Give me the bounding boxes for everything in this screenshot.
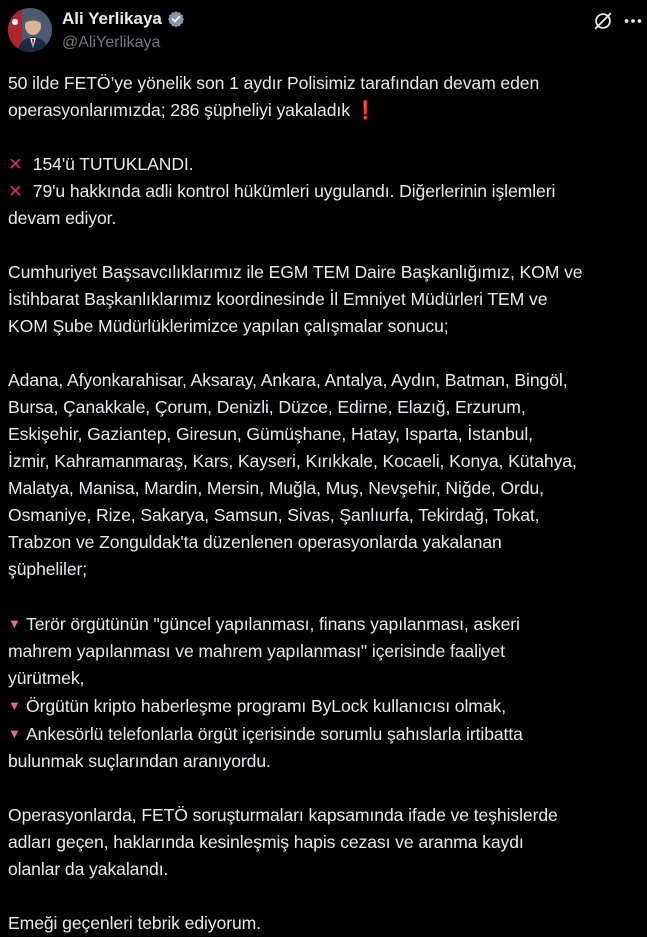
cities-line-6: Osmaniye, Rize, Sakarya, Samsun, Sivas, Şanlıurfa, Tekirdağ, Tokat, <box>8 505 540 525</box>
cross-mark-icon: ✕ <box>8 154 23 174</box>
judicial-line-2: devam ediyor. <box>8 208 117 228</box>
ops-line-2: adları geçen, haklarında kesinleşmiş hapis cezası ve aranma kaydı <box>8 832 524 852</box>
grok-icon[interactable] <box>592 10 614 32</box>
intro-line-2-text: operasyonlarımızda; 286 şüpheliyi yakaladık <box>8 100 350 120</box>
intro-line-1: 50 ilde FETÖ’ye yönelik son 1 aydır Polisimiz tarafından devam eden <box>8 73 540 93</box>
bullet-2-line-1 <box>8 692 644 720</box>
cities-line-5: Malatya, Manisa, Mardin, Mersin, Muğla, Muş, Nevşehir, Niğde, Ordu, <box>8 478 544 498</box>
judicial-line-1 <box>8 178 644 205</box>
bullet-1-line-3: yürütmek, <box>8 668 85 688</box>
closing-line: Emeği geçenleri tebrik ediyorum. <box>8 913 262 933</box>
cities-line-7: Trabzon ve Zonguldak'ta düzenlenen operasyonlarda yakalanan <box>8 532 502 552</box>
bullet-1-text-1: Terör örgütünün "güncel yapılanması, finans yapılanması, askeri <box>26 614 520 634</box>
judicial-text-1: 79'u hakkında adli kontrol hükümleri uygulandı. Diğerlerinin işlemleri <box>32 181 556 201</box>
author-handle[interactable]: @AliYerlikaya <box>62 34 161 51</box>
red-triangle-icon: ▼ <box>8 726 21 741</box>
arrested-line <box>8 151 644 178</box>
cities-line-8: şüpheliler; <box>8 559 88 579</box>
coord-line-3: KOM Şube Müdürlüklerimizce yapılan çalışmalar sonucu; <box>8 316 449 336</box>
bullet-2-text-1: Örgütün kripto haberleşme programı ByLock kullanıcısı olmak, <box>26 696 506 716</box>
cities-line-4: İzmir, Kahramanmaraş, Kars, Kayseri, Kırıkkale, Kocaeli, Konya, Kütahya, <box>8 451 577 471</box>
arrested-text: 154'ü TUTUKLANDI. <box>32 154 194 174</box>
author-name-row <box>62 9 185 29</box>
red-triangle-icon: ▼ <box>8 698 21 713</box>
tweet-text <box>8 70 644 937</box>
bullet-3-line-2: bulunmak suçlarından aranıyordu. <box>8 751 271 771</box>
bullet-3-text-1: Ankesörlü telefonlarla örgüt içerisinde sorumlu şahıslarla irtibatta <box>26 724 523 744</box>
exclamation-icon: ❗ <box>354 100 377 120</box>
more-icon[interactable] <box>622 10 644 32</box>
avatar-image <box>8 8 52 52</box>
ops-line-1: Operasyonlarda, FETÖ soruşturmaları kapsamında ifade ve teşhislerde <box>8 805 558 825</box>
cross-mark-icon: ✕ <box>8 181 23 201</box>
verified-badge-icon <box>167 10 185 28</box>
bullet-1-line-1 <box>8 610 644 638</box>
ops-line-3: olanlar da yakalandı. <box>8 859 169 879</box>
bullet-3-line-1 <box>8 720 644 748</box>
tweet-header <box>0 0 647 62</box>
bullet-1-line-2: mahrem yapılanması ve mahrem yapılanması" içerisinde faaliyet <box>8 641 505 661</box>
avatar[interactable] <box>8 8 52 52</box>
coord-line-2: İstihbarat Başkanlıklarımız koordinesinde İl Emniyet Müdürleri TEM ve <box>8 289 548 309</box>
cities-line-3: Eskişehir, Gaziantep, Giresun, Gümüşhane, Hatay, Isparta, İstanbul, <box>8 424 533 444</box>
cities-line-1: Adana, Afyonkarahisar, Aksaray, Ankara, Antalya, Aydın, Batman, Bingöl, <box>8 370 568 390</box>
intro-line-2 <box>8 97 644 124</box>
author-display-name[interactable]: Ali Yerlikaya <box>62 9 162 28</box>
red-triangle-icon: ▼ <box>8 616 21 631</box>
cities-line-2: Bursa, Çanakkale, Çorum, Denizli, Düzce, Edirne, Elazığ, Erzurum, <box>8 397 526 417</box>
coord-line-1: Cumhuriyet Başsavcılıklarımız ile EGM TEM Daire Başkanlığımız, KOM ve <box>8 262 583 282</box>
